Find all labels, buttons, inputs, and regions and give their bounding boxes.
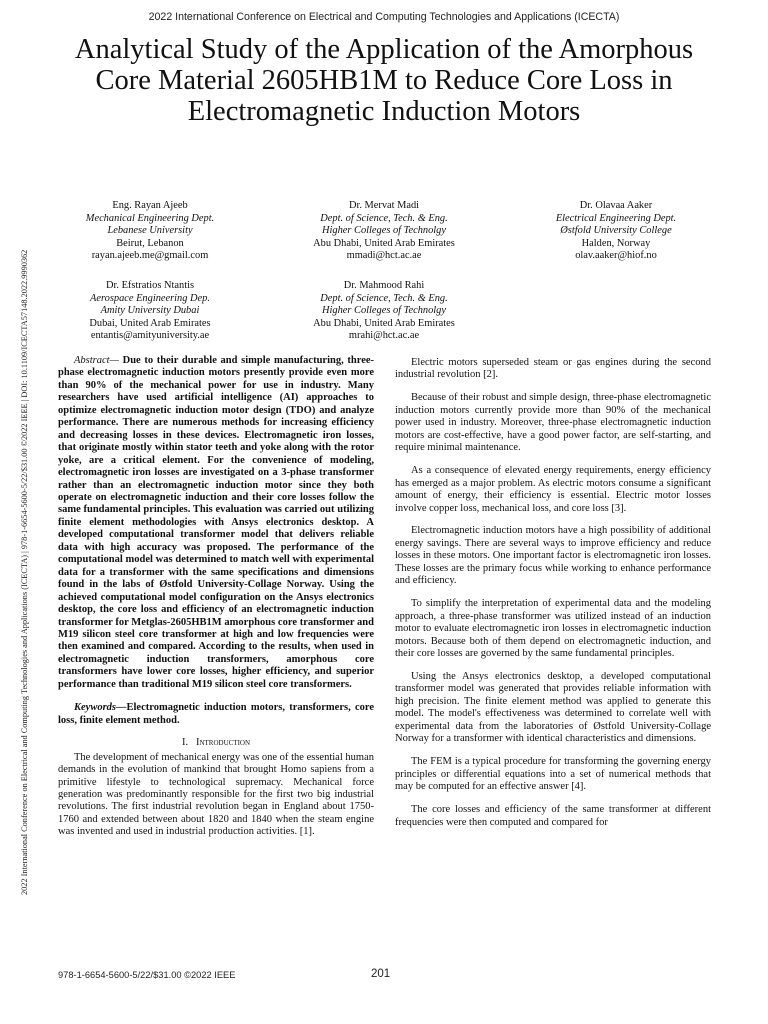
body-paragraph: To simplify the interpretation of experimental data and the modeling approach, a three-phase transformer was utilized instead of an induction motor to evaluate electromagnetic iron losses in electromagnetic induction motors. Because both of them depend on electromagnetic induction, and their core losses are governed by the same fundamental principles.: [395, 598, 711, 660]
author-dept: Electrical Engineering Dept.: [555, 212, 677, 224]
body-paragraph: Using the Ansys electronics desktop, a developed computational transformer model was generated that provides reliable information with high precision. The finite element method was applied to generate this model. The model's effectiveness was determined to correlate well with experimental data from the laboratories of Østfold University-Collage Norway for a transformer with identical characteristics and dimensions.: [395, 671, 711, 745]
keywords: [58, 702, 374, 727]
author-email: mrahi@hct.ac.ae: [348, 330, 420, 342]
author-block: [40, 200, 260, 263]
author-email: olav.aaker@hiof.no: [575, 250, 657, 262]
author-location: Abu Dhabi, United Arab Emirates: [313, 237, 455, 249]
author-block: [506, 200, 726, 263]
footer-copyright: 978-1-6654-5600-5/22/$31.00 ©2022 IEEE: [58, 970, 236, 980]
author-email: rayan.ajeeb.me@gmail.com: [91, 250, 209, 262]
paper-title: Analytical Study of the Application of the Amorphous Core Material 2605HB1M to Reduce Core Loss in Electromagnetic Induction Motors: [74, 34, 694, 127]
author-org: Amity University Dubai: [100, 305, 200, 317]
author-location: Dubai, United Arab Emirates: [89, 317, 211, 329]
section-number: I.: [181, 737, 189, 749]
body-paragraph: The development of mechanical energy was one of the essential human demands in the evolution of mankind that brought Homo sapiens from a primitive lifestyle to technological supremacy. Mechanical force generation was predominantly responsible for the first two big industrial revolutions. The first industrial revolution began in England about 1750-1760 and extended between about 1820 and 1840 when the steam engine was invented and used in industrial production activities. [1].: [58, 751, 374, 838]
author-email: mmadi@hct.ac.ae: [346, 250, 422, 262]
author-org: Østfold University College: [560, 225, 672, 237]
author-name: Dr. Olavaa Aaker: [579, 200, 653, 211]
author-location: Beirut, Lebanon: [116, 237, 184, 249]
conference-header: 2022 International Conference on Electrical and Computing Technologies and Applications (ICECTA): [148, 11, 620, 23]
body-paragraph: The FEM is a typical procedure for transforming the governing energy principles or differential equations into a set of numerical methods that may be computed for an effective answer [4].: [395, 756, 711, 793]
author-email: entantis@amityuniversity.ae: [90, 330, 210, 342]
keywords-lead: Keywords—: [74, 702, 127, 714]
abstract-text: Due to their durable and simple manufacturing, three-phase electromagnetic induction motors presently provide even more than 90% of the mechanical power for use in industry. Many researchers have used artificial intelligence (AI) approaches to optimize electromagnetic induction motor design (TDO) and analyze performance. There are numerous methods for increasing efficiency and decreasing losses in these devices. Electromagnetic iron losses, that originate mostly within stator teeth and yoke along with the rotor yoke, are a critical element. For the convenience of modeling, electromagnetic iron losses are investigated on a 3-phase transformer rather than an electromagnetic induction motor since they both operate on electromagnetic induction and their core losses follow the same fundamental principles. This evaluation was carried out utilizing finite element methodologies with Ansys electronics desktop. A developed computational transformer model that delivers reliable data with high accuracy was proposed. The performance of the computational model was determined to match well with experimental data for a transformer with the same specifications and dimensions found in the labs of Østfold University-Collage Norway. Using the achieved computational model configuration on the Ansys electronics desktop, the core loss and efficiency of an electromagnetic induction transformer for Metglas-2605HB1M amorphous core transformer and M19 silicon steel core transformer at high and low frequencies were then examined and compared. According to the results, when used in electromagnetic induction transformers, amorphous core transformers have lower core losses, higher efficiency, and superior performance than traditional M19 silicon steel core transformers.: [58, 355, 375, 690]
author-name: Eng. Rayan Ajeeb: [112, 200, 188, 211]
author-dept: Dept. of Science, Tech. & Eng.: [320, 212, 448, 224]
author-org: Higher Colleges of Technolgy: [321, 305, 446, 317]
author-block: [40, 280, 260, 343]
right-column: [395, 357, 711, 840]
author-name: Dr. Mervat Madi: [348, 200, 420, 211]
author-name: Dr. Efstratios Ntantis: [105, 280, 195, 291]
author-block: [274, 280, 494, 343]
body-paragraph: Electric motors superseded steam or gas engines during the second industrial revolution [2].: [395, 357, 711, 381]
section-title: Introduction: [195, 737, 251, 749]
section-heading: [58, 737, 374, 749]
author-location: Halden, Norway: [581, 237, 651, 249]
abstract-lead: Abstract—: [74, 355, 119, 366]
author-dept: Mechanical Engineering Dept.: [85, 212, 215, 224]
page-number: 201: [371, 968, 391, 980]
author-org: Lebanese University: [107, 225, 193, 237]
author-dept: Dept. of Science, Tech. & Eng.: [320, 292, 448, 304]
author-block: [274, 200, 494, 263]
author-name: Dr. Mahmood Rahi: [343, 280, 425, 291]
body-paragraph: As a consequence of elevated energy requirements, energy efficiency has emerged as a major problem. As electric motors consume a significant amount of energy, their efficiency is essential. Electric motor losses involve copper loss, mechanical loss, and core loss [3].: [395, 465, 711, 514]
body-paragraph: Because of their robust and simple design, three-phase electromagnetic induction motors currently provide more than 90% of the mechanical power used in industry. Moreover, three-phase electromagnetic induction motors are cost-effective, have a good power factor, are self-starting, and require minimal maintenance.: [395, 392, 711, 454]
author-org: Higher Colleges of Technolgy: [321, 225, 446, 237]
keywords-text: Electromagnetic induction motors, transformers, core loss, finite element method.: [58, 702, 374, 726]
left-column: [58, 355, 374, 839]
body-paragraph: Electromagnetic induction motors have a high possibility of additional energy savings. There are several ways to improve efficiency and reduce losses in these motors. One important factor is electromagnetic iron losses. These losses are the primary focus while working to enhance performance and efficiency.: [395, 525, 711, 587]
author-dept: Aerospace Engineering Dep.: [90, 292, 210, 304]
abstract: [58, 355, 374, 691]
doi-sidebar-text: 2022 International Conference on Electrical and Computing Technologies and Applications (ICECTA) | 978-1-6654-5600-5/22/$31.00 ©2022 IEEE | DOI: 10.1109/ICECTA57148.2022.9990362: [20, 249, 29, 895]
body-paragraph: The core losses and efficiency of the same transformer at different frequencies were then computed and compared for: [395, 804, 711, 828]
author-location: Abu Dhabi, United Arab Emirates: [313, 317, 455, 329]
